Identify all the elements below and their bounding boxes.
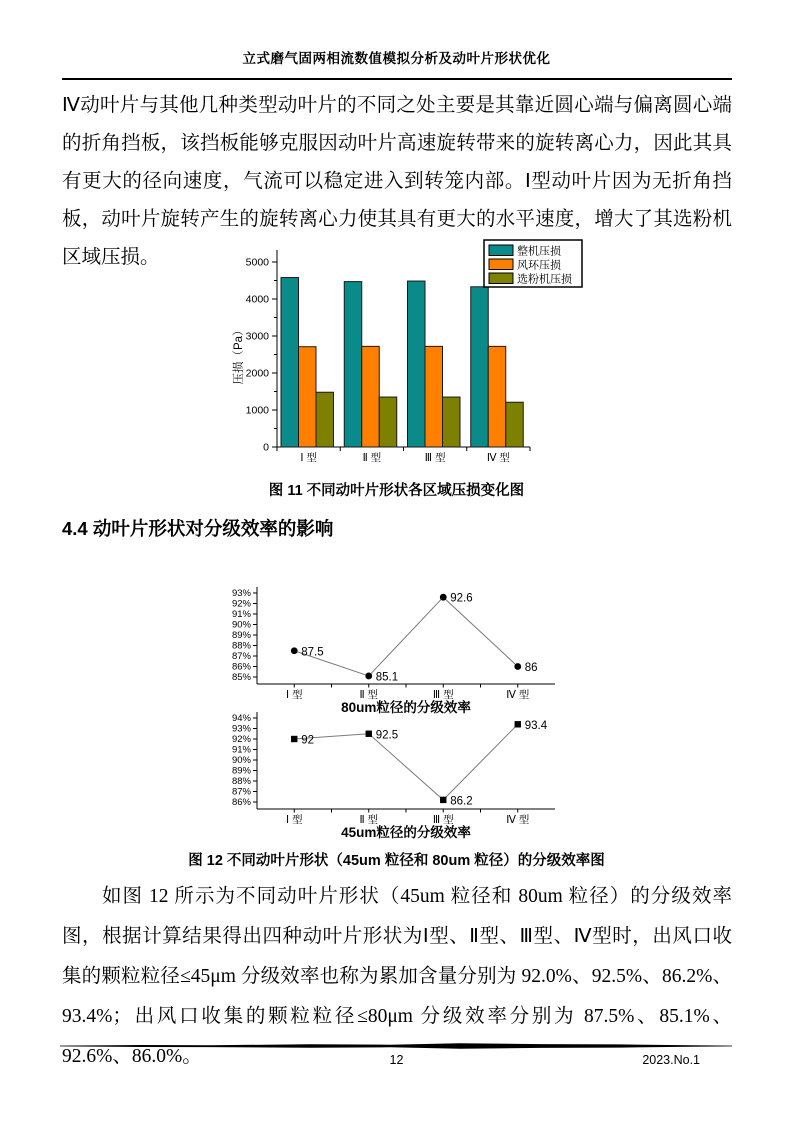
svg-text:85%: 85%	[231, 672, 251, 683]
svg-text:Ⅱ 型: Ⅱ 型	[359, 814, 379, 826]
svg-text:92%: 92%	[231, 598, 251, 610]
svg-text:92.6: 92.6	[450, 592, 473, 605]
footer-rule	[60, 1042, 734, 1051]
figure-12-caption: 图 12 不同动叶片形状（45um 粒径和 80um 粒径）的分级效率图	[188, 853, 605, 869]
svg-text:86: 86	[524, 662, 538, 674]
svg-text:92.5: 92.5	[375, 729, 399, 742]
svg-text:87%: 87%	[231, 786, 251, 798]
svg-text:88%: 88%	[231, 776, 251, 787]
svg-text:压损（Pa）: 压损（Pa）	[233, 324, 245, 385]
figure12-80um-efficiency-line-chart	[230, 583, 580, 717]
svg-text:5000: 5000	[245, 256, 269, 269]
svg-text:Ⅲ 型: Ⅲ 型	[432, 814, 454, 826]
svg-text:80um粒径的分级效率: 80um粒径的分级效率	[341, 700, 471, 715]
page-header-title: 立式磨气固两相流数值模拟分析及动叶片形状优化	[242, 51, 551, 66]
figure12-45um-efficiency-line-chart	[230, 708, 580, 842]
section-heading-4-4: 4.4 动叶片形状对分级效率的影响	[62, 518, 334, 539]
svg-text:Ⅱ 型: Ⅱ 型	[359, 689, 379, 701]
svg-text:89%: 89%	[231, 630, 251, 641]
svg-text:86%: 86%	[231, 797, 251, 808]
svg-text:86.2: 86.2	[450, 795, 473, 808]
footer-issue-label: 2023.No.1	[642, 1053, 700, 1067]
svg-text:92%: 92%	[231, 734, 251, 745]
svg-text:88%: 88%	[231, 640, 251, 652]
svg-text:87%: 87%	[231, 651, 251, 662]
svg-text:4000: 4000	[245, 293, 269, 306]
svg-text:Ⅳ 型: Ⅳ 型	[486, 452, 510, 464]
svg-text:Ⅰ 型: Ⅰ 型	[285, 814, 303, 826]
figure-11-caption: 图 11 不同动叶片形状各区域压损变化图	[268, 483, 525, 499]
svg-text:风环压损: 风环压损	[517, 259, 561, 272]
svg-text:3000: 3000	[245, 330, 269, 343]
paragraph-2: 如图 12 所示为不同动叶片形状（45um 粒径和 80um 粒径）的分级效率图，根据计算结果得出四种动叶片形状为Ⅰ型、Ⅱ型、Ⅲ型、Ⅳ型时，出风口收集的颗粒粒径≤45μm 分级效率也称为累加含量分别为 92.0%、92.5%、86.2%、93.4%；出风口收集的颗粒粒径≤80μm 分级效率分别为 87.5%、85.1%、92.6%、86.0%。	[62, 886, 732, 1067]
svg-text:Ⅰ 型: Ⅰ 型	[285, 689, 303, 701]
svg-text:90%: 90%	[231, 755, 251, 766]
svg-text:Ⅳ 型: Ⅳ 型	[506, 689, 530, 701]
svg-text:87.5: 87.5	[301, 646, 324, 659]
figure11-pressure-loss-bar-chart	[228, 232, 588, 477]
svg-text:Ⅰ 型: Ⅰ 型	[300, 452, 317, 464]
svg-text:Ⅱ 型: Ⅱ 型	[362, 452, 382, 464]
svg-text:92: 92	[301, 734, 315, 747]
svg-text:Ⅲ 型: Ⅲ 型	[424, 452, 446, 464]
svg-text:93%: 93%	[231, 723, 251, 735]
svg-text:93.4: 93.4	[524, 719, 548, 732]
svg-text:86%: 86%	[231, 661, 251, 673]
svg-text:85.1: 85.1	[375, 671, 399, 684]
svg-text:93%: 93%	[231, 588, 251, 599]
header-rule	[62, 78, 732, 80]
svg-text:45um粒径的分级效率: 45um粒径的分级效率	[341, 825, 471, 840]
svg-text:91%: 91%	[231, 609, 251, 620]
svg-text:91%: 91%	[231, 744, 251, 756]
svg-text:90%: 90%	[231, 619, 251, 631]
svg-text:1000: 1000	[245, 404, 269, 417]
svg-text:整机压损: 整机压损	[517, 245, 561, 258]
svg-text:2000: 2000	[245, 367, 269, 380]
svg-text:Ⅳ 型: Ⅳ 型	[506, 814, 530, 826]
svg-text:0: 0	[263, 441, 269, 454]
svg-text:Ⅲ 型: Ⅲ 型	[432, 689, 454, 701]
footer-page-number: 12	[389, 1053, 404, 1067]
svg-text:89%: 89%	[231, 765, 251, 777]
paragraph-1: Ⅳ动叶片与其他几种类型动叶片的不同之处主要是其靠近圆心端与偏离圆心端的折角挡板，该挡板能够克服因动叶片高速旋转带来的旋转离心力，因此其具有更大的径向速度，气流可以稳定进入到转笼内部。Ⅰ型动叶片因为无折角挡板，动叶片旋转产生的旋转离心力使其具有更大的水平速度，增大了其选粉机区域压损。	[62, 95, 732, 268]
svg-text:94%: 94%	[231, 713, 251, 724]
svg-text:选粉机压损: 选粉机压损	[517, 273, 572, 286]
